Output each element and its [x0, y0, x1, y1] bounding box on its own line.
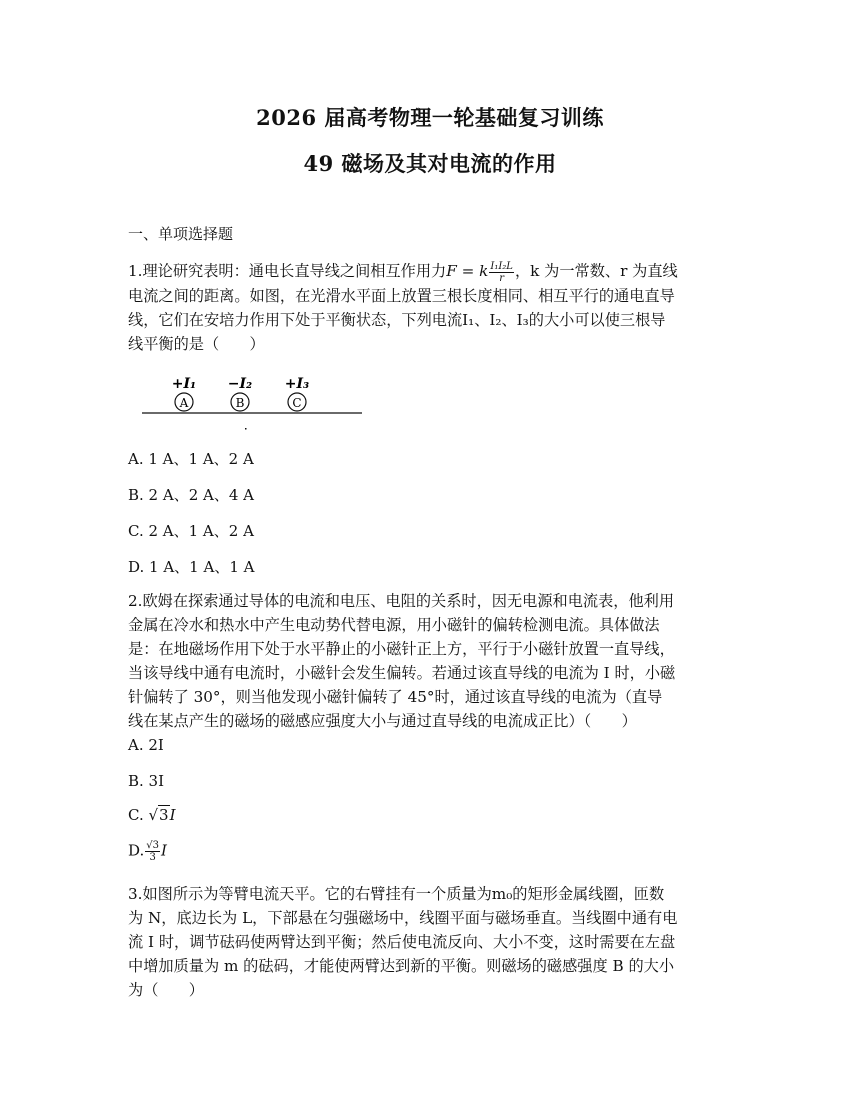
q2-option-d-prefix: D.	[128, 841, 145, 860]
q1-text-a: 1.理论研究表明：通电长直导线之间相互作用力	[128, 262, 447, 280]
wire-label-i3: +I₃	[284, 376, 310, 392]
question-2-line-4: 当该导线中通有电流时，小磁针会发生偏转。若通过该直导线的电流为 I 时，小磁	[128, 664, 676, 682]
question-1-line-1	[128, 259, 734, 284]
q1-option-b[interactable]: B. 2 A、2 A、4 A	[128, 486, 254, 504]
question-2-line-5: 针偏转了 30°，则当他发现小磁针偏转了 45°时，通过该直导线的电流为（直导	[128, 688, 663, 706]
q2-option-c-prefix: C.	[128, 806, 149, 824]
wire-label-i2: −I₂	[227, 376, 253, 392]
question-2-line-1: 2.欧姆在探索通过导体的电流和电压、电阻的关系时，因无电源和电流表，他利用	[128, 592, 675, 610]
wire-marker-b: B	[235, 396, 245, 410]
question-3-line-1: 3.如图所示为等臂电流天平。它的右臂挂有一个质量为m₀的矩形金属线圈，匝数	[128, 885, 665, 903]
q1-option-a[interactable]: A. 1 A、1 A、2 A	[128, 450, 254, 468]
q2-option-d-suffix: I	[161, 841, 167, 860]
three-wires-figure	[140, 368, 364, 432]
wire-label-i1: +I₁	[171, 376, 197, 392]
q2-option-d-denominator: 3	[149, 852, 156, 863]
q1-formula-fraction	[489, 261, 514, 284]
question-2-line-3: 是：在地磁场作用下处于水平静止的小磁针正上方，平行于小磁针放置一直导线，	[128, 640, 675, 658]
question-3-line-4: 中增加质量为 m 的砝码，才能使两臂达到新的平衡。则磁场的磁感强度 B 的大小	[128, 957, 675, 975]
question-3-line-5: 为（ ）	[128, 981, 204, 999]
question-1-text	[128, 259, 734, 356]
document-title: 2026 届高考物理一轮基础复习训练	[256, 105, 604, 130]
q1-text-b: ，k 为一常数、r 为直线	[514, 262, 678, 280]
section-heading: 一、单项选择题	[128, 225, 234, 243]
wire-marker-c: C	[292, 396, 302, 410]
question-3-line-3: 流 I 时，调节砝码使两臂达到平衡；然后使电流反向、大小不变，这时需要在左盘	[128, 933, 676, 951]
q1-option-d[interactable]: D. 1 A、1 A、1 A	[128, 558, 255, 576]
question-3-text	[128, 882, 734, 1002]
q1-formula-numerator: I₁I₂L	[490, 260, 513, 272]
q2-option-c-suffix: I	[169, 806, 176, 824]
question-1-line-4: 线平衡的是（ ）	[128, 334, 265, 353]
question-2-line-2: 金属在冷水和热水中产生电动势代替电源，用小磁针的偏转检测电流。具体做法	[128, 616, 660, 634]
q2-option-d-numerator: √3	[146, 840, 159, 851]
q2-option-d-fraction	[145, 840, 160, 863]
figure-dot	[245, 428, 247, 430]
q2-option-d[interactable]	[128, 840, 167, 863]
question-1-line-3: 线，它们在安培力作用下处于平衡状态，下列电流I₁、I₂、I₃的大小可以使三根导	[128, 310, 666, 329]
question-3-line-2: 为 N，底边长为 L，下部悬在匀强磁场中，线圈平面与磁场垂直。当线圈中通有电	[128, 909, 678, 927]
q2-option-a[interactable]: A. 2I	[128, 736, 164, 754]
q2-option-c[interactable]	[128, 806, 176, 824]
q1-formula-lhs: F = k	[446, 262, 489, 280]
question-1-line-2: 电流之间的距离。如图，在光滑水平面上放置三根长度相同、相互平行的通电直导	[128, 286, 675, 305]
document-subtitle: 49 磁场及其对电流的作用	[303, 151, 557, 176]
question-2-line-6: 线在某点产生的磁场的磁感应强度大小与通过直导线的电流成正比）（ ）	[128, 712, 637, 730]
q2-option-b[interactable]: B. 3I	[128, 772, 165, 790]
q2-option-c-radicand: 3	[159, 806, 169, 824]
q1-formula-denominator: r	[499, 272, 505, 284]
wire-marker-a: A	[179, 396, 189, 410]
question-2-text	[128, 589, 734, 733]
q2-option-c-sqrt: √3	[148, 806, 169, 824]
q1-option-c[interactable]: C. 2 A、1 A、2 A	[128, 522, 254, 540]
